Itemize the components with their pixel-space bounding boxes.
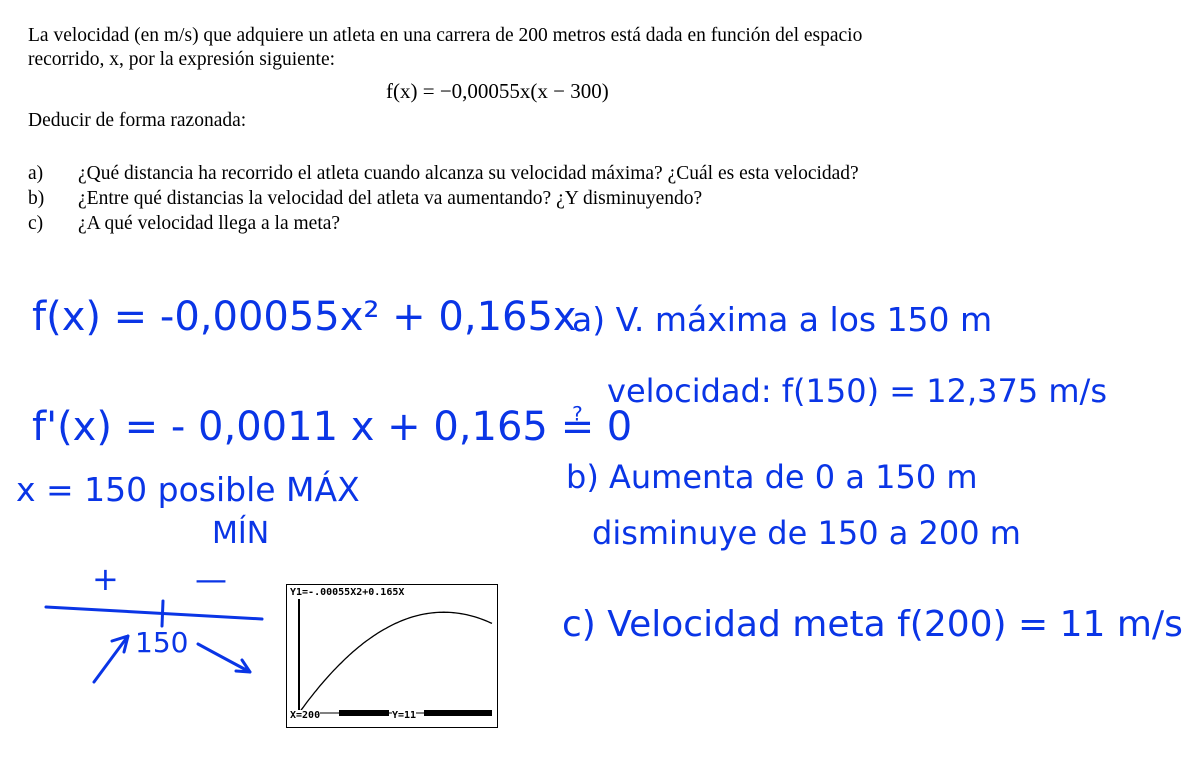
question-label: a) bbox=[28, 163, 44, 184]
calculator-graph bbox=[286, 584, 498, 728]
sign-chart-tick bbox=[162, 601, 163, 626]
sign-chart-150: 150 bbox=[135, 626, 189, 659]
readout-bar-left bbox=[339, 710, 389, 716]
handwritten-min: MÍN bbox=[212, 516, 270, 551]
increasing-arrow bbox=[94, 636, 128, 682]
handwritten-fx: f(x) = -0,00055x² + 0,165x bbox=[32, 294, 577, 340]
readout-bar-right bbox=[424, 710, 492, 716]
question-text: ¿Qué distancia ha recorrido el atleta cuando alcanza su velocidad máxima? ¿Cuál es esta velocidad? bbox=[78, 163, 859, 184]
sign-minus: — bbox=[195, 560, 227, 598]
answer-a-line1: a) V. máxima a los 150 m bbox=[572, 300, 993, 339]
calculator-plot bbox=[287, 585, 497, 727]
calculator-equation: Y1=-.00055X2+0.165X bbox=[290, 587, 405, 598]
answer-c: c) Velocidad meta f(200) = 11 m/s bbox=[562, 604, 1183, 645]
question-label: b) bbox=[28, 188, 45, 209]
answer-a-line2: velocidad: f(150) = 12,375 m/s bbox=[607, 372, 1107, 410]
calculator-curve bbox=[299, 612, 492, 713]
answer-b-line1: b) Aumenta de 0 a 150 m bbox=[566, 458, 978, 496]
intro-line-2: recorrido, x, por la expresión siguiente: bbox=[28, 49, 336, 70]
decreasing-arrow bbox=[198, 644, 250, 672]
question-label: c) bbox=[28, 213, 44, 234]
function-formula: f(x) = −0,00055x(x − 300) bbox=[386, 79, 609, 103]
handwritten-derivative: f'(x) = - 0,0011 x + 0,165 ≟ 0 bbox=[32, 404, 633, 450]
handwritten-critical-point: x = 150 posible MÁX bbox=[16, 470, 360, 509]
intro-line-1: La velocidad (en m/s) que adquiere un atleta en una carrera de 200 metros está dada en función del espacio bbox=[28, 25, 863, 46]
sign-chart-axis bbox=[46, 607, 262, 619]
calculator-y-readout: Y=11 bbox=[392, 710, 417, 721]
calculator-x-readout: X=200 bbox=[290, 710, 321, 721]
answer-b-line2: disminuye de 150 a 200 m bbox=[592, 514, 1021, 552]
sign-plus: + bbox=[92, 560, 119, 598]
deducir-heading: Deducir de forma razonada: bbox=[28, 110, 247, 131]
question-text: ¿A qué velocidad llega a la meta? bbox=[78, 213, 341, 234]
question-text: ¿Entre qué distancias la velocidad del atleta va aumentando? ¿Y disminuyendo? bbox=[78, 188, 703, 209]
